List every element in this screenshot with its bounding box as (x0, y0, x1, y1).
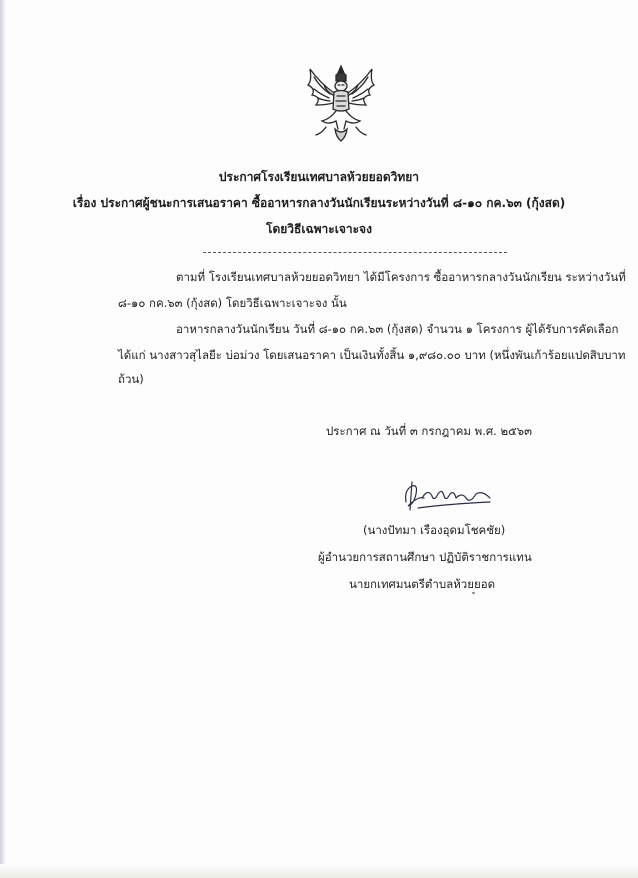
page-bottom-shadow (0, 864, 638, 878)
signer-title-1: ผู้อำนวยการสถานศึกษา ปฏิบัติราชการแทน (318, 550, 532, 564)
signer-name: (นางปัทมา เรืองอุดมโชคชัย) (363, 523, 506, 537)
paragraph-2-line-2: ได้แก่ นางสาวสุไลยีะ บ่อม่วง โดยเสนอราคา เป็นเงินทั้งสิ้น ๑,๙๘๐.๐๐ บาท (หนึ่งพันเก้าร้อยแปดสิบบาท (118, 348, 626, 362)
paragraph-2-line-1: อาหารกลางวันนักเรียน วันที่ ๘-๑๐ กค.๖๓ (กุ้งสด) จำนวน ๑ โครงการ ผู้ได้รับการคัดเลือก (176, 322, 619, 336)
signer-title-2: นายกเทศมนตรีตำบลห้วยยอด (349, 577, 496, 591)
header-title: ประกาศโรงเรียนเทศบาลห้วยยอดวิทยา (218, 170, 420, 184)
paragraph-1-line-1: ตามที่ โรงเรียนเทศบาลห้วยยอดวิทยา ได้มีโครงการ ซื้ออาหารกลางวันนักเรียน ระหว่างวันที่ (176, 270, 626, 284)
header-method: โดยวิธีเฉพาะเจาะจง (266, 222, 372, 236)
header-divider (203, 252, 507, 253)
handwritten-signature (398, 476, 498, 516)
paragraph-1-line-2: ๘-๑๐ กค.๖๓ (กุ้งสด) โดยวิธีเฉพาะเจาะจง นั้น (118, 296, 347, 310)
announcement-date: ประกาศ ณ วันที่ ๓ กรกฎาคม พ.ศ. ๒๕๖๓ (326, 424, 532, 438)
paragraph-2-line-3: ถ้วน) (118, 372, 144, 386)
ink-speck (472, 592, 475, 594)
page-edge-shadow (0, 0, 6, 878)
garuda-emblem-icon (302, 63, 380, 145)
header-subject: เรื่อง ประกาศผู้ชนะการเสนอราคา ซื้ออาหารกลางวันนักเรียนระหว่างวันที่ ๘-๑๐ กค.๖๓ (กุ้งสด) (72, 196, 566, 210)
